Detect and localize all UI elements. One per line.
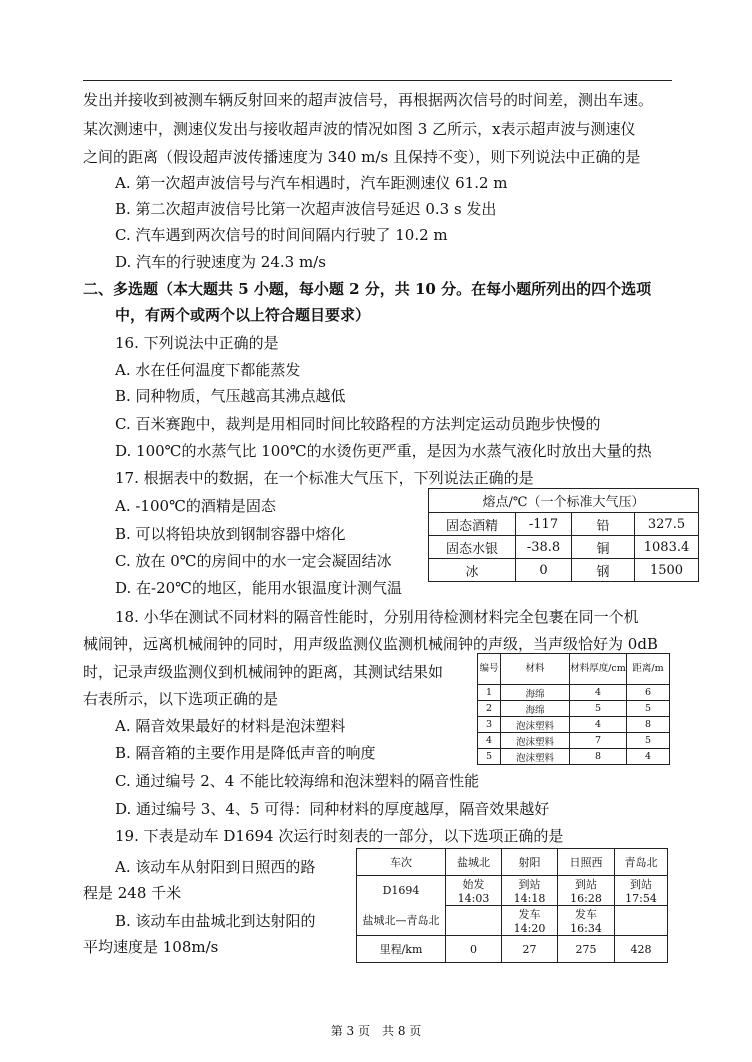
table-cell: 428 — [615, 936, 668, 963]
q18-line-1: 18. 小华在测试不同材料的隔音性能时，分别用待检测材料完全包裹在同一个机 — [115, 608, 639, 626]
melting-point-table-header: 熔点/℃（一个标准大气压） — [429, 489, 699, 513]
table-cell: 海绵 — [501, 685, 570, 701]
table-cell: 海绵 — [501, 701, 570, 717]
melting-point-table — [428, 488, 699, 582]
table-cell: 8 — [627, 717, 670, 733]
top-rule — [83, 80, 672, 81]
q18-line-2: 械闹钟，远离机械闹钟的同时，用声级监测仪监测机械闹钟的声级，当声级恰好为 0dB — [83, 635, 658, 653]
table-header-row — [357, 849, 668, 876]
table-cell: 泡沫塑料 — [501, 717, 570, 733]
train-timetable — [356, 848, 668, 963]
q16-option-c: C. 百米赛跑中，裁判是用相同时间比较路程的方法判定运动员跑步快慢的 — [115, 415, 601, 433]
q17-option-c: C. 放在 0℃的房间中的水一定会凝固结冰 — [115, 552, 392, 570]
q16-option-b: B. 同种物质，气压越高其沸点越低 — [115, 387, 346, 405]
table-cell: 到站 17:54 — [615, 876, 668, 906]
table-row — [478, 717, 670, 733]
table-row — [357, 876, 668, 906]
table-cell: -117 — [516, 513, 572, 536]
table-cell: 泡沫塑料 — [501, 733, 570, 749]
section-heading-line-2: 中，有两个或两个以上符合题目要求） — [115, 306, 371, 324]
table-header-cell: 盐城北 — [446, 849, 502, 876]
table-cell: 2 — [478, 701, 501, 717]
q15-line-3: 之间的距离（假设超声波传播速度为 340 m/s 且保持不变），则下列说法中正确的是 — [83, 148, 641, 166]
q15-line-1: 发出并接收到被测车辆反射回来的超声波信号，再根据两次信号的时间差，测出车速。 — [83, 91, 654, 109]
table-cell: 4 — [570, 685, 627, 701]
table-cell: 发车 16:34 — [558, 906, 615, 936]
q16-option-a: A. 水在任何温度下都能蒸发 — [115, 361, 301, 379]
table-header-cell: 距离/m — [627, 654, 670, 685]
table-cell: 6 — [627, 685, 670, 701]
table-cell: 铅 — [572, 513, 635, 536]
table-cell: 发车 14:20 — [502, 906, 558, 936]
table-cell: -38.8 — [516, 536, 572, 559]
q16-stem: 16. 下列说法中正确的是 — [115, 334, 279, 352]
q15-option-b: B. 第二次超声波信号比第一次超声波信号延迟 0.3 s 发出 — [115, 200, 497, 218]
table-row — [357, 936, 668, 963]
table-cell: 327.5 — [635, 513, 699, 536]
q19-option-b-line-2: 平均速度是 108m/s — [83, 938, 219, 956]
table-cell: 0 — [446, 936, 502, 963]
table-cell: 1083.4 — [635, 536, 699, 559]
table-cell — [615, 906, 668, 936]
table-header-cell: 编号 — [478, 654, 501, 685]
train-route: 盐城北—青岛北 — [357, 906, 446, 936]
table-cell: 5 — [627, 733, 670, 749]
table-cell: 27 — [502, 936, 558, 963]
table-row — [478, 685, 670, 701]
table-cell: 到站 14:18 — [502, 876, 558, 906]
q15-option-d: D. 汽车的行驶速度为 24.3 m/s — [115, 253, 326, 271]
table-cell — [446, 906, 502, 936]
train-number: D1694 — [357, 876, 446, 906]
q18-option-d: D. 通过编号 3、4、5 可得：同种材料的厚度越厚，隔音效果越好 — [115, 800, 550, 818]
page-footer: 第 3 页 共 8 页 — [330, 1024, 422, 1038]
q19-option-b-line-1: B. 该动车由盐城北到达射阳的 — [115, 912, 316, 930]
table-header-cell: 日照西 — [558, 849, 615, 876]
section-heading-line-1: 二、多选题（本大题共 5 小题，每小题 2 分，共 10 分。在每小题所列出的四个选项 — [83, 280, 652, 298]
table-cell: 固态水银 — [429, 536, 516, 559]
table-cell: 0 — [516, 559, 572, 582]
table-cell: 冰 — [429, 559, 516, 582]
table-row — [478, 701, 670, 717]
table-header-cell: 射阳 — [502, 849, 558, 876]
q17-stem: 17. 根据表中的数据，在一个标准大气压下，下列说法正确的是 — [115, 469, 534, 487]
q16-option-d: D. 100℃的水蒸气比 100℃的水烫伤更严重，是因为水蒸气液化时放出大量的热 — [115, 442, 652, 460]
table-cell: 1500 — [635, 559, 699, 582]
q18-line-4: 右表所示，以下选项正确的是 — [83, 690, 279, 708]
table-cell: 5 — [570, 701, 627, 717]
table-row — [429, 513, 699, 536]
table-cell: 4 — [570, 717, 627, 733]
table-row — [478, 749, 670, 765]
q17-option-a: A. -100℃的酒精是固态 — [115, 497, 276, 515]
table-cell: 4 — [627, 749, 670, 765]
table-cell: 5 — [627, 701, 670, 717]
q15-option-a: A. 第一次超声波信号与汽车相遇时，汽车距测速仪 61.2 m — [115, 174, 508, 192]
table-row — [478, 733, 670, 749]
q18-line-3: 时，记录声级监测仪到机械闹钟的距离，其测试结果如 — [83, 663, 444, 681]
sound-insulation-table — [477, 653, 670, 765]
table-cell: 8 — [570, 749, 627, 765]
table-header-cell: 青岛北 — [615, 849, 668, 876]
q18-option-b: B. 隔音箱的主要作用是降低声音的响度 — [115, 744, 376, 762]
q19-option-a-line-1: A. 该动车从射阳到日照西的路 — [115, 858, 316, 876]
table-row — [429, 559, 699, 582]
table-cell: 始发 14:03 — [446, 876, 502, 906]
table-header-cell: 车次 — [357, 849, 446, 876]
table-cell: 固态酒精 — [429, 513, 516, 536]
table-cell: 5 — [478, 749, 501, 765]
q19-option-a-line-2: 程是 248 千米 — [83, 884, 182, 902]
q15-option-c: C. 汽车遇到两次信号的时间间隔内行驶了 10.2 m — [115, 226, 448, 244]
q17-option-d: D. 在-20℃的地区，能用水银温度计测气温 — [115, 579, 402, 597]
table-cell: 泡沫塑料 — [501, 749, 570, 765]
table-cell: 铜 — [572, 536, 635, 559]
table-cell: 4 — [478, 733, 501, 749]
q15-line-2: 某次测速中，测速仪发出与接收超声波的情况如图 3 乙所示，x表示超声波与测速仪 — [83, 120, 636, 138]
table-cell: 1 — [478, 685, 501, 701]
table-header-cell: 材料厚度/cm — [570, 654, 627, 685]
q18-option-a: A. 隔音效果最好的材料是泡沫塑料 — [115, 717, 346, 735]
table-cell: 7 — [570, 733, 627, 749]
q17-option-b: B. 可以将铅块放到钢制容器中熔化 — [115, 525, 346, 543]
table-cell: 到站 16:28 — [558, 876, 615, 906]
table-cell: 275 — [558, 936, 615, 963]
q19-stem: 19. 下表是动车 D1694 次运行时刻表的一部分，以下选项正确的是 — [115, 827, 564, 845]
q18-option-c: C. 通过编号 2、4 不能比较海绵和泡沫塑料的隔音性能 — [115, 772, 480, 790]
table-cell: 钢 — [572, 559, 635, 582]
table-header-cell: 材料 — [501, 654, 570, 685]
table-row — [429, 536, 699, 559]
table-header-row — [478, 654, 670, 685]
table-row — [357, 906, 668, 936]
table-cell: 3 — [478, 717, 501, 733]
mileage-label: 里程/km — [357, 936, 446, 963]
